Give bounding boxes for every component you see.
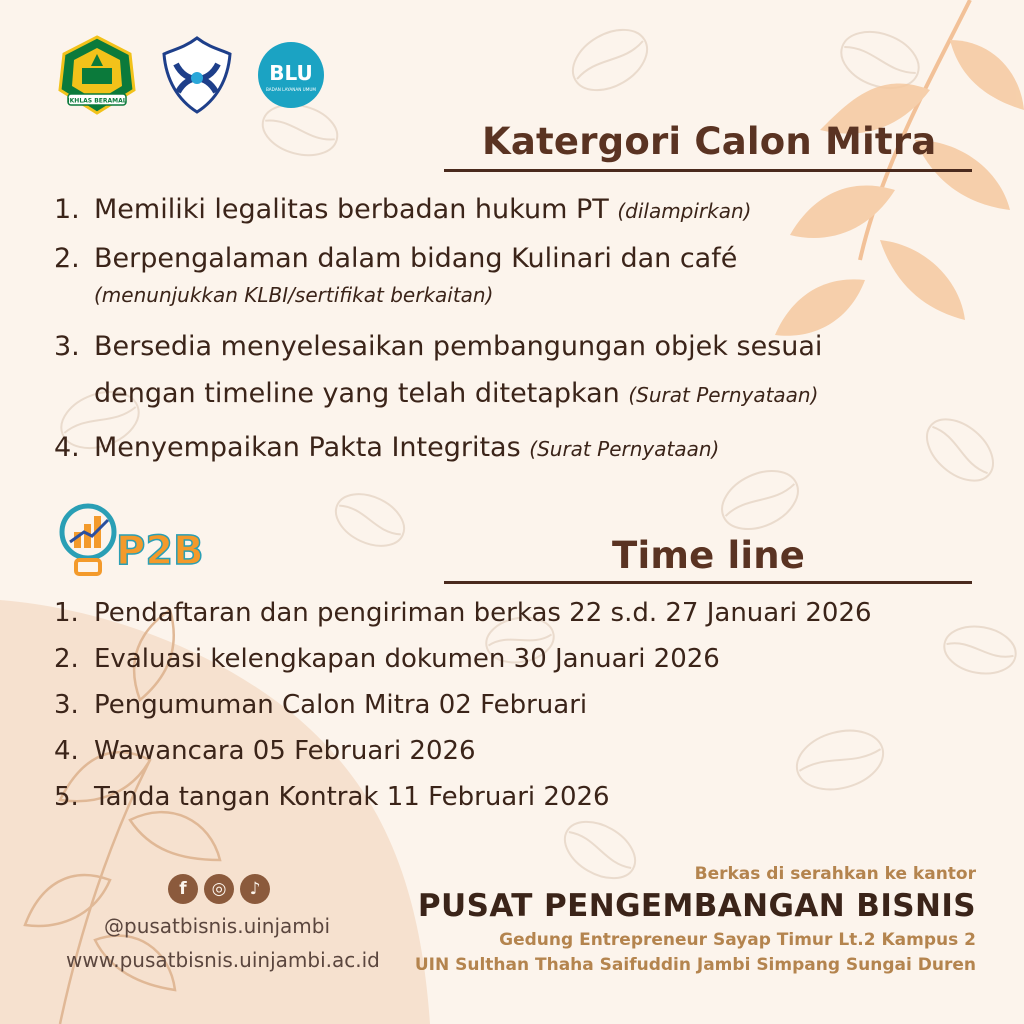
- item-text: Memiliki legalitas berbadan hukum PT: [94, 194, 609, 225]
- svg-text:IKHLAS BERAMAL: IKHLAS BERAMAL: [67, 97, 127, 105]
- org-name: [418, 888, 976, 924]
- item-text: Menyempaikan Pakta Integritas: [94, 432, 521, 463]
- website-link[interactable]: www.pusatbisnis.uinjambi.ac.id: [66, 948, 380, 972]
- item-number: 1.: [54, 194, 80, 225]
- uin-jambi-logo: [156, 34, 238, 116]
- submit-note: [695, 864, 976, 884]
- p2b-logo-icon: [58, 502, 218, 582]
- item-text: Pendaftaran dan pengiriman berkas 22 s.d. 27 Januari 2026: [94, 598, 872, 628]
- timeline-item: [54, 590, 984, 636]
- kemenag-logo: [56, 34, 138, 116]
- item-note: (Surat Pernyataan): [529, 437, 720, 461]
- item-note: (menunjukkan KLBI/sertifikat berkaitan): [94, 283, 494, 307]
- item-number: 3.: [54, 331, 80, 362]
- item-text: dengan timeline yang telah ditetapkan: [94, 378, 620, 409]
- facebook-icon[interactable]: f: [168, 874, 198, 904]
- svg-text:BLU: BLU: [269, 61, 313, 85]
- item-number: 2.: [54, 644, 79, 674]
- item-number: 3.: [54, 690, 79, 720]
- org-name-text: PUSAT PENGEMBANGAN BISNIS: [417, 888, 976, 924]
- timeline-item: [54, 774, 984, 820]
- item-text: Wawancara 05 Februari 2026: [94, 736, 476, 766]
- timeline-title: Time line: [612, 534, 806, 577]
- kategori-item: [54, 428, 984, 469]
- kategori-title: Katergori Calon Mitra: [482, 120, 937, 163]
- submit-note-text: Berkas di serahkan ke kantor: [694, 864, 976, 884]
- kemenag-emblem-icon: [56, 34, 138, 116]
- item-number: 4.: [54, 736, 79, 766]
- item-number: 1.: [54, 598, 79, 628]
- instagram-handle[interactable]: @pusatbisnis.uinjambi: [104, 914, 331, 938]
- kategori-item: [54, 239, 984, 311]
- item-number: 5.: [54, 782, 79, 812]
- kategori-title-rule: [444, 169, 972, 172]
- instagram-icon[interactable]: ◎: [204, 874, 234, 904]
- blu-logo: [250, 34, 332, 116]
- uin-jambi-logo-icon: [156, 34, 238, 116]
- item-number: 2.: [54, 243, 80, 274]
- item-note: (Surat Pernyataan): [628, 383, 819, 407]
- svg-text:P2B: P2B: [116, 528, 204, 574]
- kategori-list: [54, 190, 984, 469]
- address-line-1-text: Gedung Entrepreneur Sayap Timur Lt.2 Kampus 2: [499, 930, 976, 950]
- item-note: (dilampirkan): [617, 199, 752, 223]
- address-line-2: [415, 955, 976, 975]
- kategori-item: [54, 323, 984, 419]
- item-number: 4.: [54, 432, 80, 463]
- tiktok-icon[interactable]: ♪: [240, 874, 270, 904]
- item-text: Bersedia menyelesaikan pembangungan objek sesuai: [94, 331, 823, 362]
- timeline-item: [54, 636, 984, 682]
- svg-text:BADAN LAYANAN UMUM: BADAN LAYANAN UMUM: [265, 87, 317, 92]
- p2b-logo: [58, 502, 218, 582]
- timeline-item: [54, 728, 984, 774]
- item-text: Pengumuman Calon Mitra 02 Februari: [94, 690, 588, 720]
- item-text: Evaluasi kelengkapan dokumen 30 Januari 2026: [94, 644, 720, 674]
- address-line-2-text: UIN Sulthan Thaha Saifuddin Jambi Simpang Sungai Duren: [414, 955, 976, 975]
- kategori-item: [54, 190, 984, 231]
- timeline-title-rule: [444, 581, 972, 584]
- timeline-list: [54, 590, 984, 820]
- item-text: Berpengalaman dalam bidang Kulinari dan café: [94, 243, 738, 274]
- blu-logo-icon: [250, 34, 332, 116]
- address-line-1: [499, 930, 976, 950]
- item-text: Tanda tangan Kontrak 11 Februari 2026: [94, 782, 610, 812]
- social-icons: [168, 874, 270, 904]
- timeline-item: [54, 682, 984, 728]
